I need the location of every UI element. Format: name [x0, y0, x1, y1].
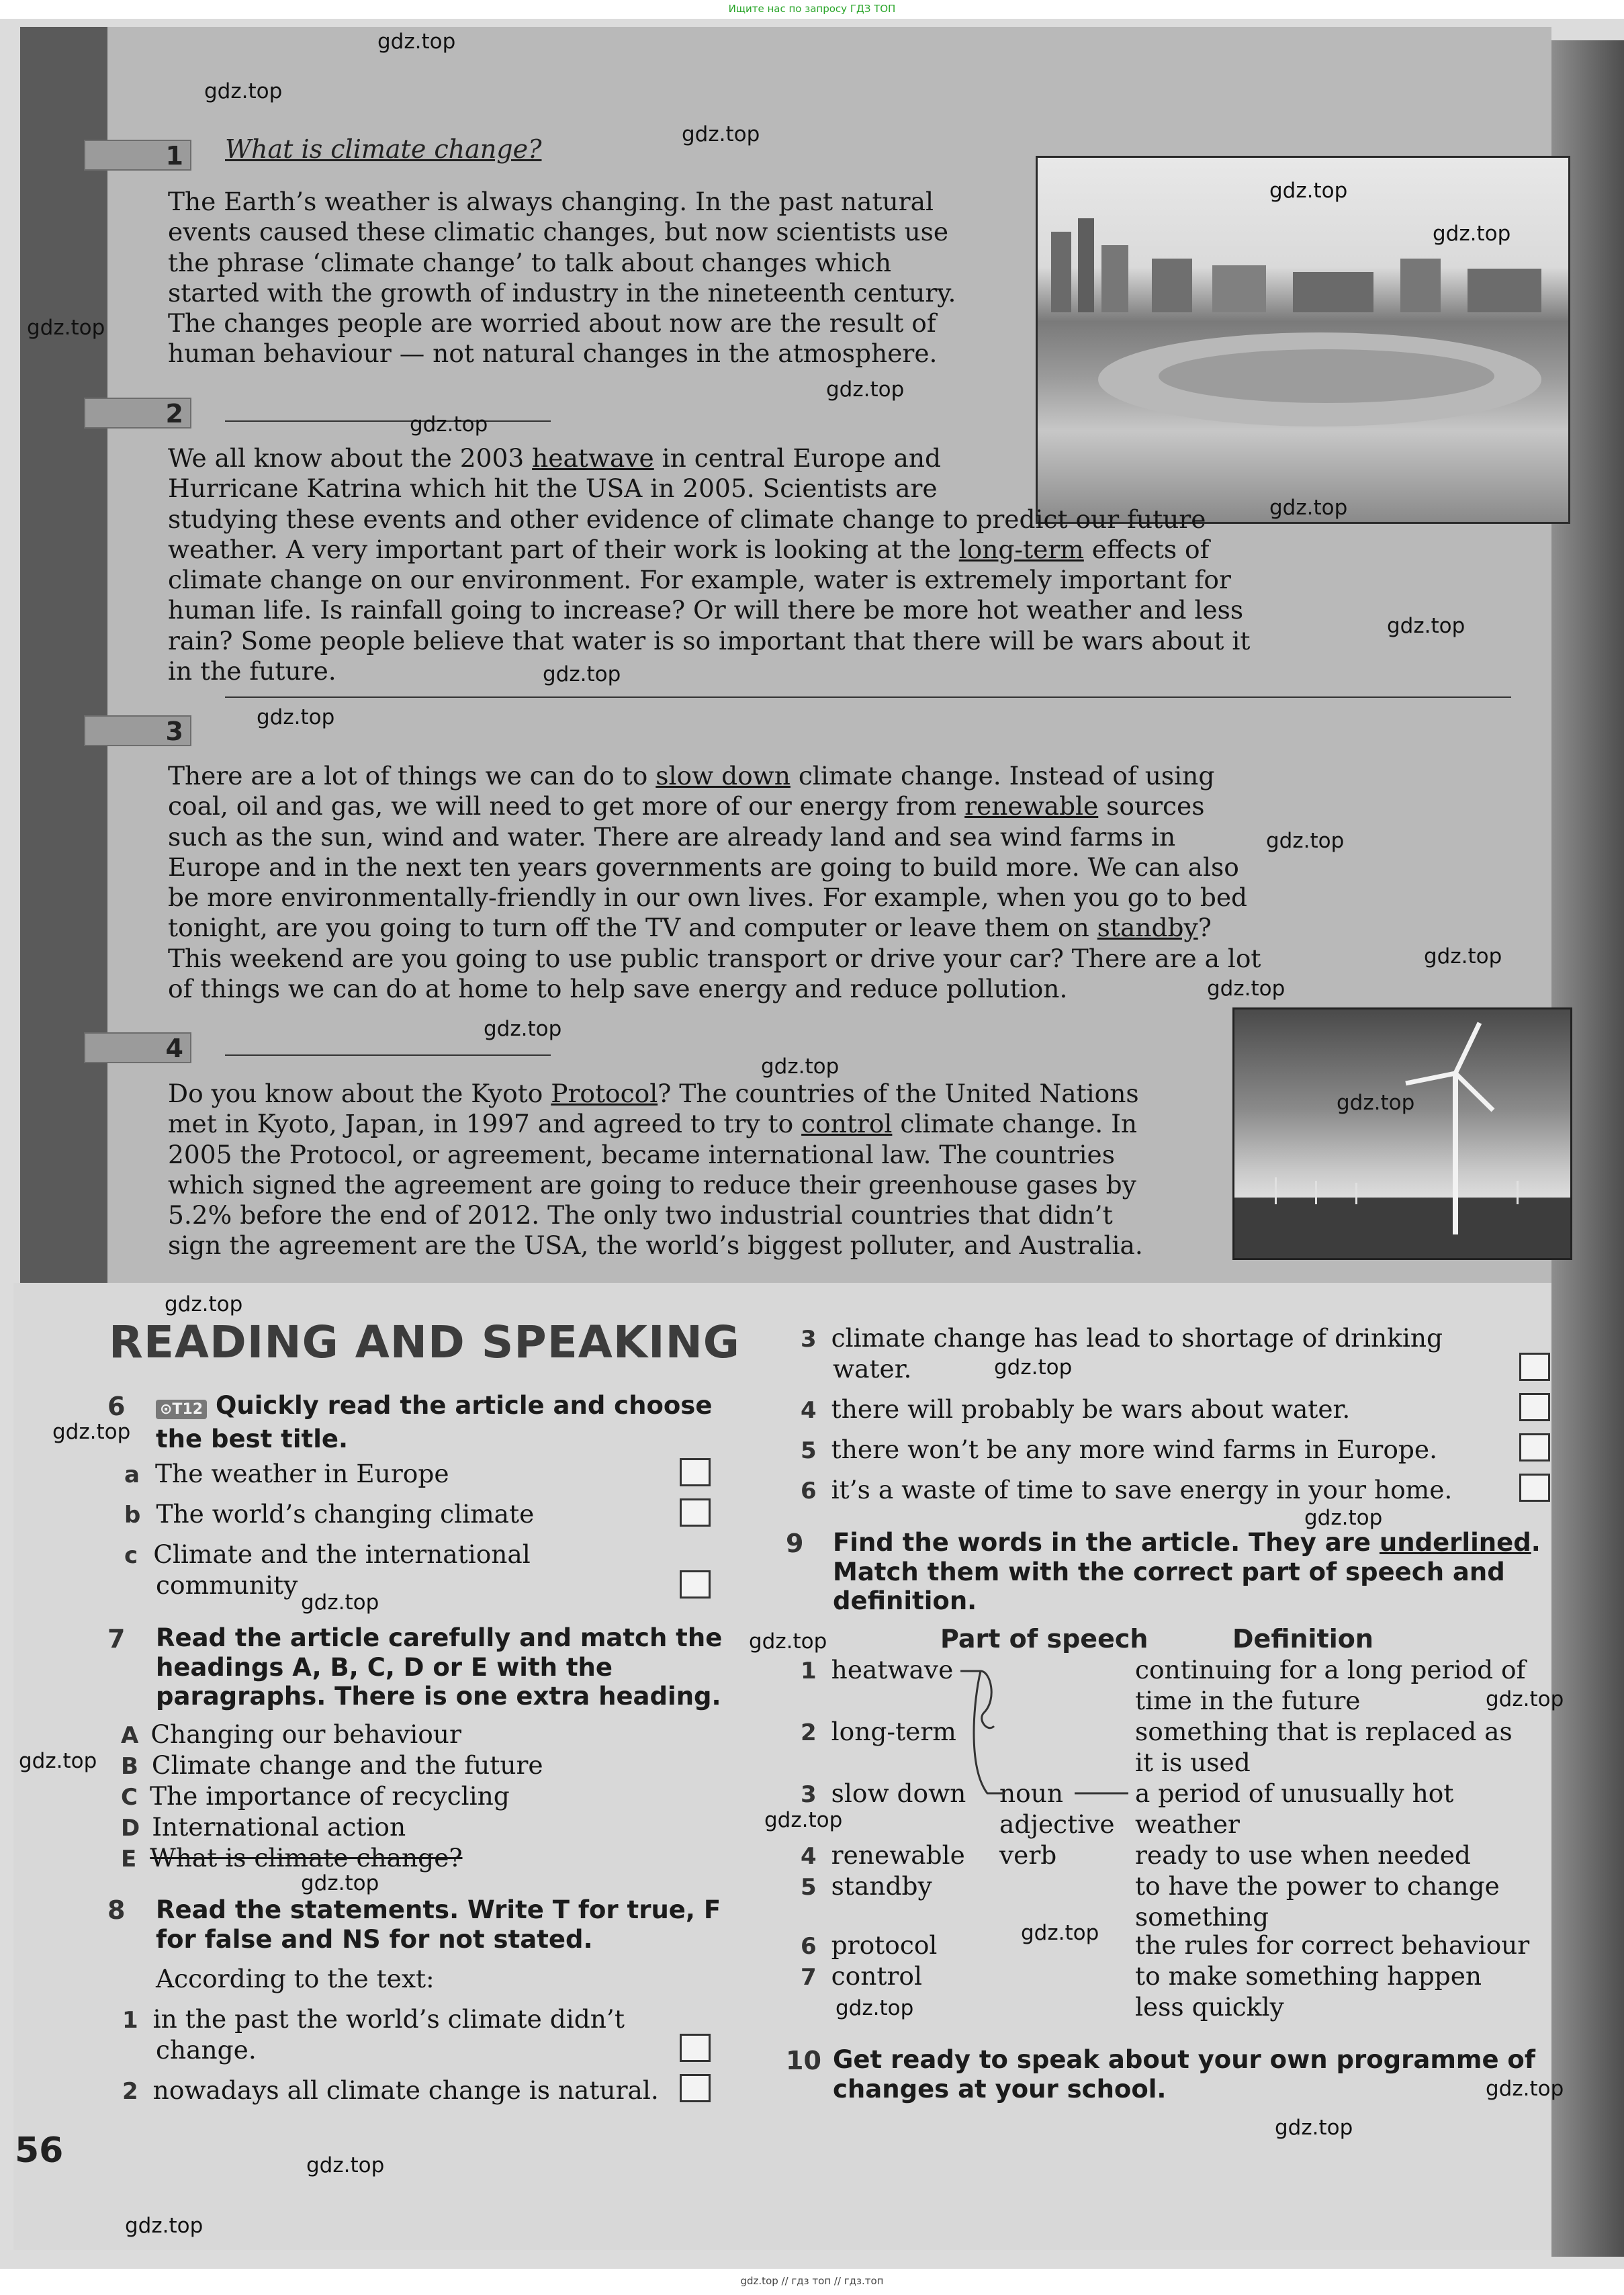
definition-4: ready to use when needed: [1135, 1840, 1471, 1870]
exercise-8-statement-2: 2 nowadays all climate change is natural.: [122, 2075, 659, 2105]
exercise-9-word-7: 7 control: [801, 1961, 922, 1991]
paragraph-1-heading: What is climate change?: [225, 134, 542, 164]
exercise-6-option-c-line2: community: [156, 1570, 298, 1600]
exercise-8-checkbox-6[interactable]: [1519, 1474, 1550, 1502]
watermark: gdz.top: [543, 662, 621, 686]
paragraph-2: We all know about the 2003 heatwave in central Europe and Hurricane Katrina which hit the USA in 2005. Scientists are studying these events and other evidence of climate change to predict our future weather. A very important part of their work is looking at the long-term effects of climate change on our environment. For example, water is extremely important for human life. Is rainfall going to increase? Or will there be more hot weather and less rain? Some people believe that water is so important that there will be wars about it in the future.: [168, 443, 1251, 686]
paragraph-3: There are a lot of things we can do to slow down climate change. Instead of using coal, oil and gas, we will need to get more of our energy from renewable sources such as the sun, wind and water. There are already land and sea wind farms in Europe and in the next ten years governments are going to build more. We can also be more environmentally-friendly in our own lives. For example, when you go to bed tonight, are you going to turn off the TV and computer or leave them on standby? This weekend are you going to use public transport or drive your car? There are a lot of things we can do at home to help save energy and reduce pollution.: [168, 761, 1261, 1004]
wind-turbine-photo: [1232, 1007, 1572, 1260]
watermark: gdz.top: [826, 377, 905, 402]
exercise-8-checkbox-1[interactable]: [680, 2034, 711, 2062]
watermark: gdz.top: [1266, 829, 1345, 853]
exercise-8-intro: According to the text:: [156, 1964, 435, 1993]
exercise-6-option-a: a The weather in Europe: [124, 1459, 449, 1488]
exercise-9-pos-verb: verb: [999, 1840, 1057, 1870]
exercise-8-statement-4: 4 there will probably be wars about water.: [801, 1394, 1351, 1424]
watermark: gdz.top: [749, 1629, 827, 1654]
watermark: gdz.top: [1424, 944, 1502, 969]
definition-7: to make something happen: [1135, 1961, 1482, 1991]
watermark: gdz.top: [1433, 222, 1511, 246]
paragraph-1-number: 1: [84, 140, 191, 171]
watermark: gdz.top: [377, 30, 456, 54]
exercise-6-instructions: ⊙T12 Quickly read the article and choose the best title.: [156, 1391, 713, 1453]
exercise-9-word-5: 5 standby: [801, 1871, 932, 1901]
paragraph-1: The Earth’s weather is always changing. In the past natural events caused these climatic changes, but now scientists use the phrase ‘climate change’ to talk about changes which started with the growth of industry in the nineteenth century. The changes people are worried about now are the result of human behaviour — not natural changes in the atmosphere.: [168, 187, 956, 369]
watermark: gdz.top: [1269, 179, 1348, 203]
definition-3-line2: weather: [1135, 1809, 1240, 1839]
exercise-8-number: 8: [107, 1895, 126, 1925]
paragraph-4-number: 4: [84, 1032, 191, 1063]
exercise-6-number: 6: [107, 1392, 126, 1421]
matching-lines: [940, 1659, 1142, 1813]
paragraph-4: Do you know about the Kyoto Protocol? The countries of the United Nations met in Kyoto, Japan, in 1997 and agreed to try to control climate change. In 2005 the Protocol, or agreement, became international law. The countries which signed the agreement are going to reduce their greenhouse gases by 5.2% before the end of 2012. The only two industrial countries that didn’t sign the agreement are the USA, the world’s biggest polluter, and Australia.: [168, 1079, 1143, 1261]
exercise-9-word-1: 1 heatwave: [801, 1655, 954, 1684]
watermark: gdz.top: [301, 1590, 379, 1615]
bottom-note: gdz.top // гдз топ // гдз.топ: [740, 2275, 884, 2287]
column-definition: Definition: [1232, 1624, 1373, 1654]
watermark: gdz.top: [1275, 2116, 1353, 2140]
watermark: gdz.top: [52, 1420, 131, 1444]
watermark: gdz.top: [761, 1054, 840, 1079]
exercise-9-word-2: 2 long-term: [801, 1717, 956, 1746]
watermark: gdz.top: [27, 316, 105, 340]
watermark: gdz.top: [1304, 1506, 1383, 1530]
exercise-8-statement-3-line2: water.: [833, 1354, 912, 1384]
definition-1-line2: time in the future: [1135, 1686, 1361, 1715]
exercise-8-statement-6: 6 it’s a waste of time to save energy in your home.: [801, 1475, 1453, 1504]
watermark: gdz.top: [1269, 496, 1348, 520]
definition-1: continuing for a long period of: [1135, 1655, 1526, 1684]
exercise-7-heading-b: B Climate change and the future: [121, 1750, 543, 1780]
watermark: gdz.top: [19, 1749, 97, 1773]
exercise-10-instructions: Get ready to speak about your own programme of changes at your school.: [833, 2045, 1535, 2104]
definition-2-line2: it is used: [1135, 1748, 1251, 1777]
audio-track-badge: ⊙T12: [156, 1400, 207, 1419]
watermark: gdz.top: [1021, 1921, 1099, 1945]
watermark: gdz.top: [165, 1292, 243, 1316]
exercise-9-instructions: Find the words in the article. They are underlined. Match them with the correct part of speech and definition.: [833, 1528, 1541, 1615]
watermark: gdz.top: [1486, 2077, 1564, 2101]
definition-2: something that is replaced as: [1135, 1717, 1513, 1746]
exercise-6-checkbox-b[interactable]: [680, 1498, 711, 1527]
section-title: READING AND SPEAKING: [109, 1316, 740, 1368]
paragraph-3-heading-blank: [225, 696, 1511, 698]
exercise-8-instructions: Read the statements. Write T for true, F for false and NS for not stated.: [156, 1895, 721, 1954]
watermark: gdz.top: [257, 705, 335, 729]
exercise-9-word-4: 4 renewable: [801, 1840, 965, 1870]
watermark: gdz.top: [994, 1355, 1073, 1380]
watermark: gdz.top: [306, 2153, 385, 2177]
watermark: gdz.top: [410, 412, 488, 437]
exercise-7-heading-d: D International action: [121, 1812, 406, 1842]
exercise-6-checkbox-a[interactable]: [680, 1458, 711, 1486]
exercise-6-checkbox-c[interactable]: [680, 1570, 711, 1599]
watermark: gdz.top: [836, 1996, 914, 2020]
paragraph-3-number: 3: [84, 715, 191, 746]
watermark: gdz.top: [484, 1017, 562, 1041]
exercise-8-checkbox-3[interactable]: [1519, 1353, 1550, 1381]
watermark: gdz.top: [1387, 614, 1465, 638]
exercise-7-instructions: Read the article carefully and match the headings A, B, C, D or E with the paragraphs. There is one extra heading.: [156, 1623, 723, 1711]
exercise-7-heading-e: E What is climate change?: [121, 1843, 463, 1873]
exercise-6-option-b: b The world’s changing climate: [124, 1499, 535, 1529]
exercise-7-heading-a: A Changing our behaviour: [121, 1719, 461, 1749]
exercise-8-statement-1: 1 in the past the world’s climate didn’t: [122, 2004, 625, 2034]
exercise-8-checkbox-4[interactable]: [1519, 1393, 1550, 1421]
exercise-9-pos-noun: noun: [999, 1779, 1064, 1808]
exercise-7-heading-c: C The importance of recycling: [121, 1781, 510, 1811]
watermark: gdz.top: [682, 122, 760, 146]
watermark: gdz.top: [1207, 977, 1285, 1001]
paragraph-2-heading-blank: [225, 420, 551, 422]
exercise-9-pos-adjective: adjective: [999, 1809, 1115, 1839]
definition-6: the rules for correct behaviour: [1135, 1930, 1530, 1960]
definition-5-line2: something: [1135, 1902, 1269, 1932]
top-note: Ищите нас по запросу ГДЗ ТОП: [728, 3, 896, 15]
paragraph-2-number: 2: [84, 398, 191, 429]
exercise-7-number: 7: [107, 1624, 126, 1654]
definition-3: a period of unusually hot: [1135, 1779, 1454, 1808]
wind-turbine-icon: [1234, 1009, 1570, 1258]
watermark: gdz.top: [301, 1871, 379, 1895]
definition-5: to have the power to change: [1135, 1871, 1500, 1901]
definition-8: less quickly: [1135, 1992, 1284, 2022]
exercise-6-option-c: c Climate and the international: [124, 1539, 531, 1569]
watermark: gdz.top: [125, 2214, 204, 2238]
watermark: gdz.top: [204, 79, 283, 103]
page-number: 56: [15, 2130, 64, 2171]
left-bar: [20, 27, 107, 1283]
exercise-8-statement-3: 3 climate change has lead to shortage of drinking: [801, 1323, 1443, 1353]
exercise-9-word-3: 3 slow down: [801, 1779, 966, 1808]
exercise-9-number: 9: [786, 1529, 804, 1558]
column-part-of-speech: Part of speech: [940, 1624, 1148, 1654]
paragraph-4-heading-blank: [225, 1054, 551, 1056]
exercise-8-statement-1-line2: change.: [156, 2035, 257, 2065]
watermark: gdz.top: [1486, 1687, 1564, 1711]
watermark: gdz.top: [764, 1808, 843, 1832]
exercise-8-checkbox-5[interactable]: [1519, 1433, 1550, 1461]
watermark: gdz.top: [1337, 1091, 1415, 1115]
exercise-10-number: 10: [786, 2046, 821, 2075]
exercise-9-word-6: 6 protocol: [801, 1930, 938, 1960]
exercise-8-checkbox-2[interactable]: [680, 2074, 711, 2102]
exercise-8-statement-5: 5 there won’t be any more wind farms in Europe.: [801, 1435, 1438, 1464]
